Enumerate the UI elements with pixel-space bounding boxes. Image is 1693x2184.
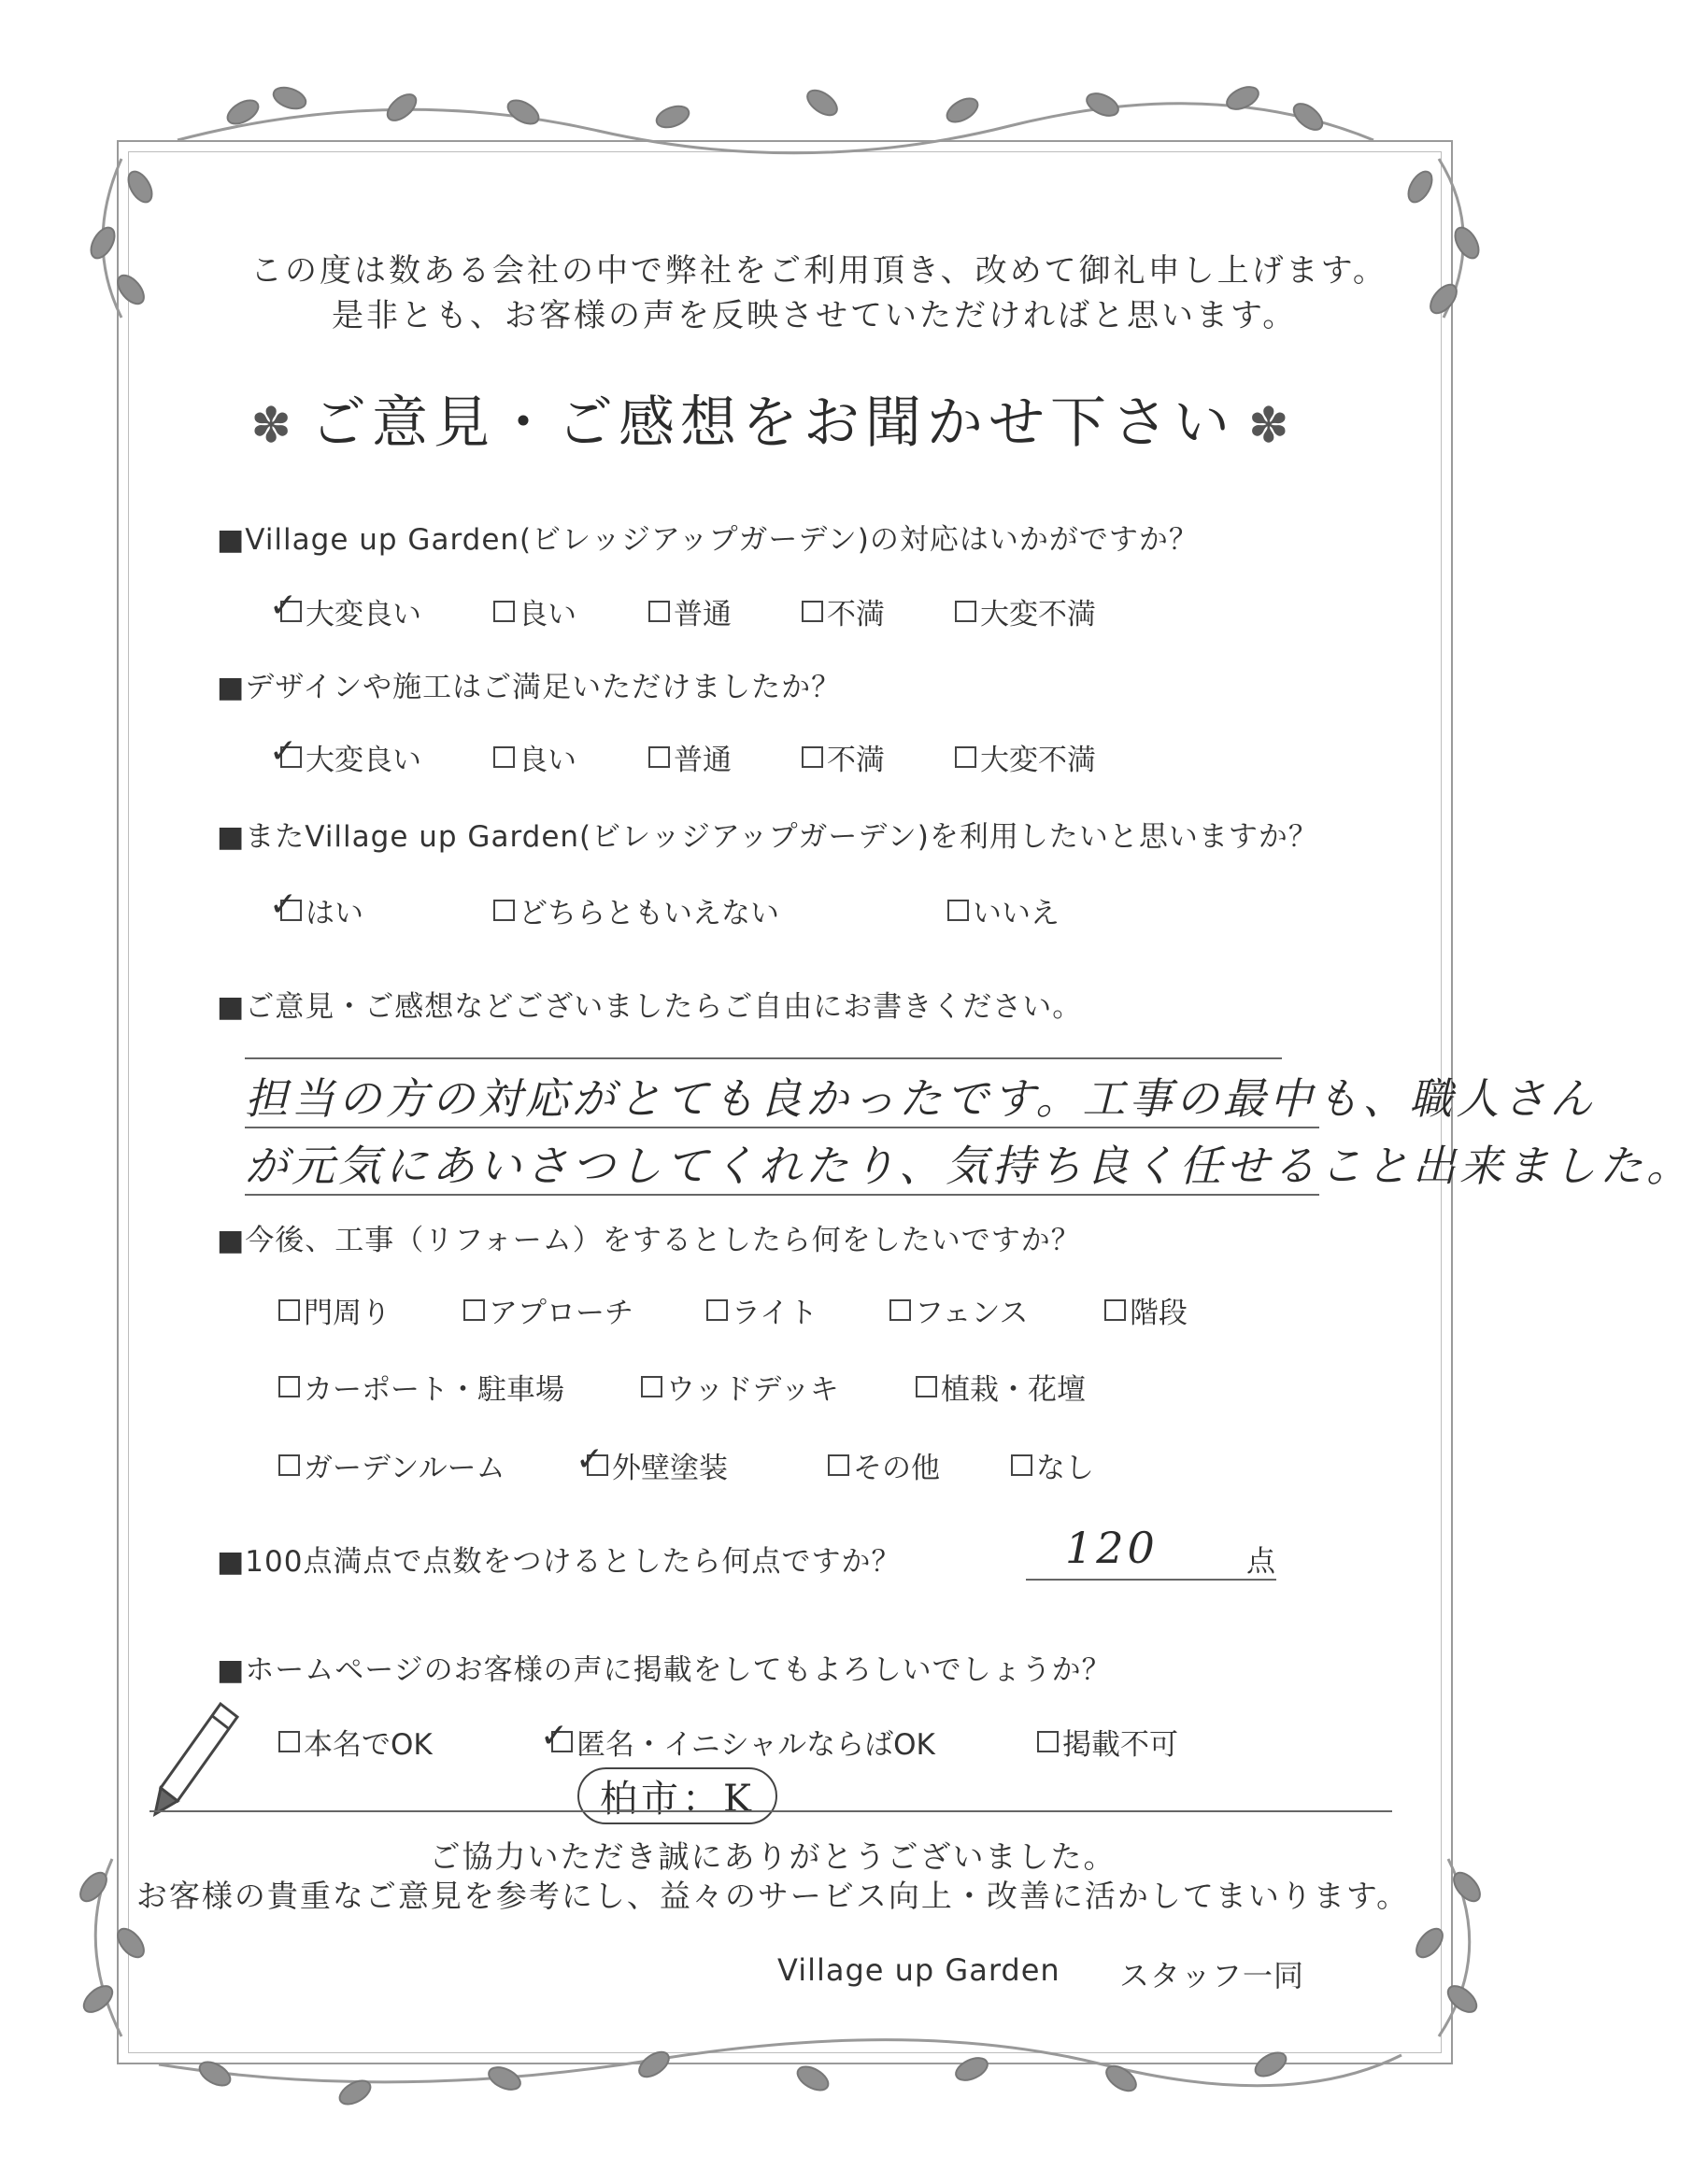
q2-option-1[interactable]: ✓ 大変良い — [269, 732, 421, 777]
leaf-icon — [271, 83, 309, 112]
question-4-label: ■ご意見・ご感想などございましたらご自由にお書きください。 — [217, 990, 1083, 1024]
checkbox-icon[interactable] — [269, 732, 302, 771]
answer-line-top — [245, 1057, 1282, 1059]
question-7-label: ■ホームページのお客様の声に掲載をしてもよろしいでしょうか？ — [217, 1653, 1112, 1687]
leaf-icon — [1223, 82, 1261, 113]
closing-line: お客様の貴重なご意見を参考にし、益々のサービス向上・改善に活かしてまいります。 — [135, 1878, 1410, 1914]
leaf-icon — [1083, 89, 1121, 120]
thanks-line: ご協力いただき誠にありがとうございました。 — [429, 1838, 1117, 1875]
checkbox-icon[interactable] — [802, 746, 823, 768]
checkbox-icon[interactable] — [493, 746, 515, 768]
checkbox-icon[interactable] — [947, 900, 969, 921]
question-1-label: ■Village up Garden(ビレッジアップガーデン)の対応はいかがですか？ — [217, 523, 1199, 557]
checkbox-icon[interactable] — [955, 601, 976, 622]
q2-option-5[interactable]: 大変不満 — [955, 736, 1096, 778]
leaf-icon — [943, 93, 981, 126]
q2-option-4[interactable]: 不満 — [802, 736, 885, 778]
q5-option-planting[interactable]: 植栽・花壇 — [916, 1366, 1086, 1408]
score-line — [1026, 1579, 1276, 1581]
checkbox-icon[interactable] — [1011, 1454, 1032, 1476]
question-3-label: ■またVillage up Garden(ビレッジアップガーデン)を利用したいと思いますか？ — [217, 820, 1318, 854]
checkbox-icon[interactable] — [802, 601, 823, 622]
checkbox-icon[interactable] — [278, 1731, 300, 1752]
q5-option-garden-room[interactable]: ガーデンルーム — [278, 1444, 505, 1486]
q5-option-none[interactable]: なし — [1011, 1444, 1094, 1486]
checkmark-icon: ✓ — [576, 1440, 605, 1479]
leaf-icon — [335, 2076, 374, 2108]
checkbox-icon[interactable] — [648, 601, 670, 622]
page-title-text: ご意見・ご感想をお聞かせ下さい — [310, 390, 1235, 456]
checkbox-icon[interactable] — [828, 1454, 849, 1476]
q1-option-2[interactable]: 良い — [493, 590, 576, 632]
checkmark-icon: ✓ — [269, 587, 298, 625]
checkbox-icon[interactable] — [493, 601, 515, 622]
q5-option-gate[interactable]: 門周り — [278, 1289, 391, 1331]
leaf-icon — [1289, 99, 1327, 135]
leaf-icon — [79, 1981, 117, 2017]
checkbox-icon[interactable] — [916, 1376, 937, 1397]
q1-option-3[interactable]: 普通 — [648, 590, 732, 632]
checkbox-icon[interactable] — [278, 1299, 300, 1321]
q2-option-3[interactable]: 普通 — [648, 736, 732, 778]
checkbox-icon[interactable] — [648, 746, 670, 768]
leaf-icon — [1103, 2061, 1141, 2095]
checkmark-icon: ✓ — [540, 1717, 569, 1755]
intro-line-1: この度は数ある会社の中で弊社をご利用頂き、改めて御礼申し上げます。 — [250, 252, 1387, 290]
leaf-icon — [793, 2062, 832, 2094]
answer-line-bottom — [245, 1194, 1319, 1196]
leaf-icon — [485, 2063, 523, 2093]
q5-option-fence[interactable]: フェンス — [889, 1289, 1029, 1331]
pencil-icon — [149, 1698, 243, 1820]
checkbox-icon[interactable] — [889, 1299, 911, 1321]
checkbox-icon[interactable] — [278, 1376, 300, 1397]
q3-option-3[interactable]: いいえ — [947, 889, 1060, 931]
leaf-icon — [383, 90, 420, 125]
q7-option-real-name[interactable]: 本名でOK — [278, 1721, 433, 1763]
checkmark-icon: ✓ — [269, 732, 298, 771]
question-5-label: ■今後、工事（リフォーム）をするとしたら何をしたいですか？ — [217, 1224, 1081, 1257]
checkbox-icon[interactable] — [706, 1299, 728, 1321]
leaf-icon — [86, 223, 119, 262]
checkbox-icon[interactable] — [540, 1717, 573, 1755]
answer-line-middle — [245, 1127, 1319, 1128]
leaf-icon — [504, 95, 542, 128]
checkbox-icon[interactable] — [269, 886, 302, 924]
q7-option-anonymous[interactable]: ✓ 匿名・イニシャルならばOK — [540, 1717, 935, 1762]
q3-option-1[interactable]: ✓ はい — [269, 886, 363, 930]
page-title — [0, 378, 1545, 459]
checkmark-icon: ✓ — [269, 886, 298, 924]
checkbox-icon[interactable] — [278, 1454, 300, 1476]
company-name: Village up Garden — [777, 1952, 1060, 1988]
checkbox-icon[interactable] — [641, 1376, 662, 1397]
leaf-icon — [1450, 223, 1483, 262]
q5-option-stairs[interactable]: 階段 — [1104, 1289, 1188, 1331]
q5-option-light[interactable]: ライト — [706, 1289, 818, 1331]
q5-option-wood-deck[interactable]: ウッドデッキ — [641, 1366, 839, 1408]
q1-option-1[interactable]: ✓ 大変良い — [269, 587, 421, 631]
question-2-label: ■デザインや施工はご満足いただけましたか？ — [217, 671, 842, 704]
comment-answer-line-1: 担当の方の対応がとても良かったです。工事の最中も、職人さん — [245, 1073, 1597, 1124]
q1-option-4[interactable]: 不満 — [802, 590, 885, 632]
intro-line-2: 是非とも、お客様の声を反映させていただければと思います。 — [332, 297, 1298, 334]
checkbox-icon[interactable] — [1037, 1731, 1059, 1752]
checkbox-icon[interactable] — [493, 900, 515, 921]
name-stamp: 柏市：K — [577, 1767, 777, 1824]
staff-signature: スタッフ一同 — [1119, 1958, 1305, 1993]
checkbox-icon[interactable] — [269, 587, 302, 625]
q5-option-other[interactable]: その他 — [828, 1444, 940, 1486]
score-unit: 点 — [1246, 1545, 1276, 1579]
q5-option-exterior-wall[interactable]: ✓ 外壁塗装 — [576, 1440, 728, 1485]
checkbox-icon[interactable] — [1104, 1299, 1126, 1321]
leaf-icon — [804, 85, 842, 120]
checkbox-icon[interactable] — [955, 746, 976, 768]
q2-option-2[interactable]: 良い — [493, 736, 576, 778]
checkbox-icon[interactable] — [463, 1299, 485, 1321]
question-6-label: ■100点満点で点数をつけるとしたら何点ですか？ — [217, 1545, 902, 1579]
signature-line — [149, 1810, 1392, 1812]
q7-option-not-allowed[interactable]: 掲載不可 — [1037, 1721, 1178, 1763]
leaf-icon — [654, 102, 692, 131]
checkbox-icon[interactable] — [576, 1440, 608, 1479]
leaf-icon — [223, 95, 262, 128]
q3-option-2[interactable]: どちらともいえない — [493, 889, 779, 931]
flower-icon: ✽ — [1248, 398, 1295, 454]
q5-option-approach[interactable]: アプローチ — [463, 1289, 633, 1331]
comment-answer-line-2: が元気にあいさつしてくれたり、気持ち良く任せること出来ました。 — [245, 1141, 1693, 1191]
q1-option-5[interactable]: 大変不満 — [955, 590, 1096, 632]
q5-option-carport[interactable]: カーポート・駐車場 — [278, 1366, 564, 1408]
flower-icon: ✽ — [250, 398, 297, 454]
score-answer: 120 — [1065, 1523, 1159, 1573]
